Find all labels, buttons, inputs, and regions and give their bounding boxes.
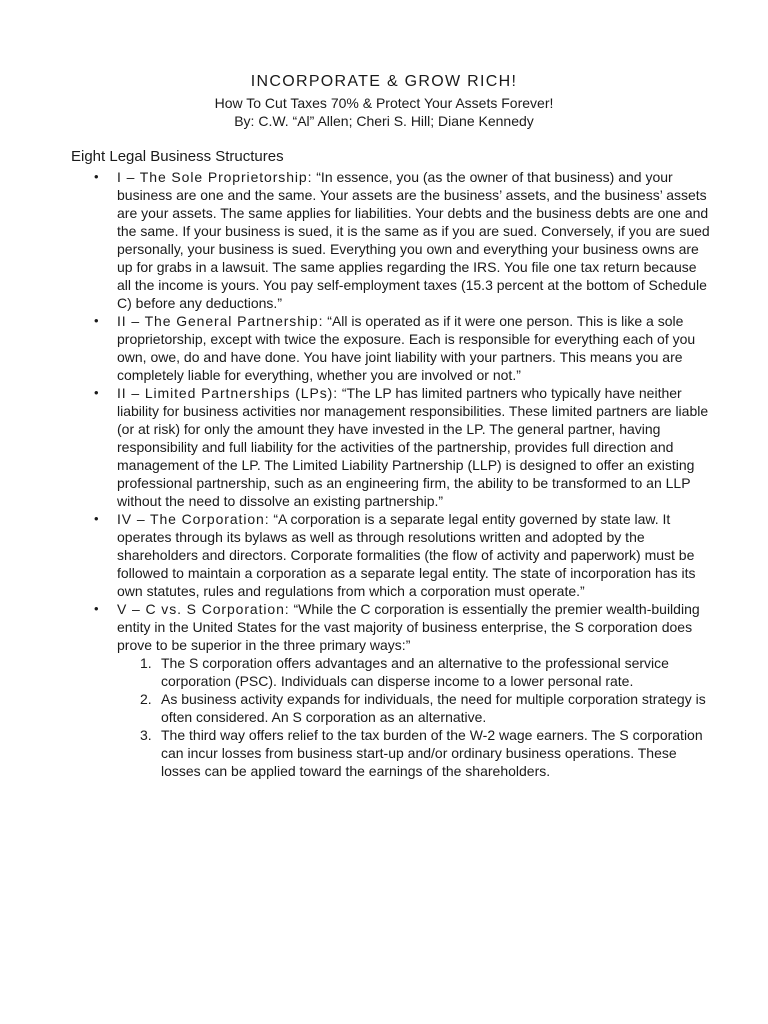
structure-label: II – Limited Partnerships (LPs): — [117, 385, 338, 401]
numbered-item — [117, 726, 711, 780]
item-text: As business activity expands for individuals, the need for multiple corporation strategy is often considered. An S corporation as an alternative. — [161, 691, 706, 725]
structure-item-limited-partnerships — [71, 384, 711, 510]
document-title: INCORPORATE & GROW RICH! — [250, 73, 518, 90]
structure-text: “All is operated as if it were one person. This is like a sole proprietorship, except with twice the exposure. Each is responsible for everything each of you own, owe, do and have done. You have joint liability with your partners. This means you are completely liable for everything, whether you are involved or not.” — [117, 313, 696, 383]
document-authors: By: C.W. “Al” Allen; Cheri S. Hill; Diane Kennedy — [234, 113, 534, 129]
structure-label: V – C vs. S Corporation: — [117, 601, 290, 617]
structures-list — [71, 168, 711, 780]
structure-text: “While the C corporation is essentially the premier wealth-building entity in the United States for the vast majority of business enterprise, the S corporation does prove to be superior in the three primary ways:” — [117, 601, 700, 653]
structure-text: “In essence, you (as the owner of that business) and your business are one and the same. Your assets are the business’ assets, and the business’ assets are your assets. The same applies for liabilities. Your debts and the business debts are one and the same. If your business is sued, it is the same as if you are sued. Conversely, if you are sued personally, your business is sued. Everything you own and everything your business owns are up for grabs in a lawsuit. The same applies regarding the IRS. You file one tax return because all the income is yours. You pay self-employment taxes (15.3 percent at the bottom of Schedule C) before any deductions.” — [117, 169, 710, 311]
bullet-icon: • — [94, 385, 99, 400]
structure-item-c-vs-s-corporation — [71, 600, 711, 780]
item-number: 1. — [140, 655, 152, 671]
item-number: 2. — [140, 691, 152, 707]
section-title: Eight Legal Business Structures — [71, 148, 284, 165]
bullet-icon: • — [94, 601, 99, 616]
structure-item-sole-proprietorship — [71, 168, 711, 312]
document-body — [71, 148, 711, 780]
s-corporation-ways-list — [117, 654, 711, 780]
structure-item-general-partnership — [71, 312, 711, 384]
bullet-icon: • — [94, 313, 99, 328]
item-text: The third way offers relief to the tax burden of the W-2 wage earners. The S corporation can incur losses from business start-up and/or ordinary business operations. These losses can be applied toward the earnings of the shareholders. — [161, 727, 703, 779]
structure-text: “The LP has limited partners who typically have neither liability for business activities nor management responsibilities. These limited partners are liable (or at risk) for only the amount they have invested in the LP. The general partner, having responsibility and full liability for the activities of the partnership, provides full direction and management of the LP. The Limited Liability Partnership (LLP) is designed to offer an existing professional partnership, such as an engineering firm, the ability to be transformed to an LLP without the need to dissolve an existing partnership.” — [117, 385, 709, 509]
numbered-item — [117, 654, 711, 690]
document-header — [0, 72, 768, 130]
numbered-item — [117, 690, 711, 726]
document-subtitle: How To Cut Taxes 70% & Protect Your Assets Forever! — [214, 95, 554, 111]
item-number: 3. — [140, 727, 152, 743]
structure-label: II – The General Partnership: — [117, 313, 324, 329]
bullet-icon: • — [94, 169, 99, 184]
structure-text: “A corporation is a separate legal entity governed by state law. It operates through its bylaws as well as through resolutions written and adopted by the shareholders and directors. Corporate formalities (the flow of activity and paperwork) must be followed to maintain a corporation as a separate legal entity. The state of incorporation has its own statutes, rules and regulations from which a corporation must operate.” — [117, 511, 696, 599]
structure-label: I – The Sole Proprietorship: — [117, 169, 313, 185]
structure-item-corporation — [71, 510, 711, 600]
bullet-icon: • — [94, 511, 99, 526]
item-text: The S corporation offers advantages and an alternative to the professional service corporation (PSC). Individuals can disperse income to a lower personal rate. — [161, 655, 669, 689]
structure-label: IV – The Corporation: — [117, 511, 270, 527]
